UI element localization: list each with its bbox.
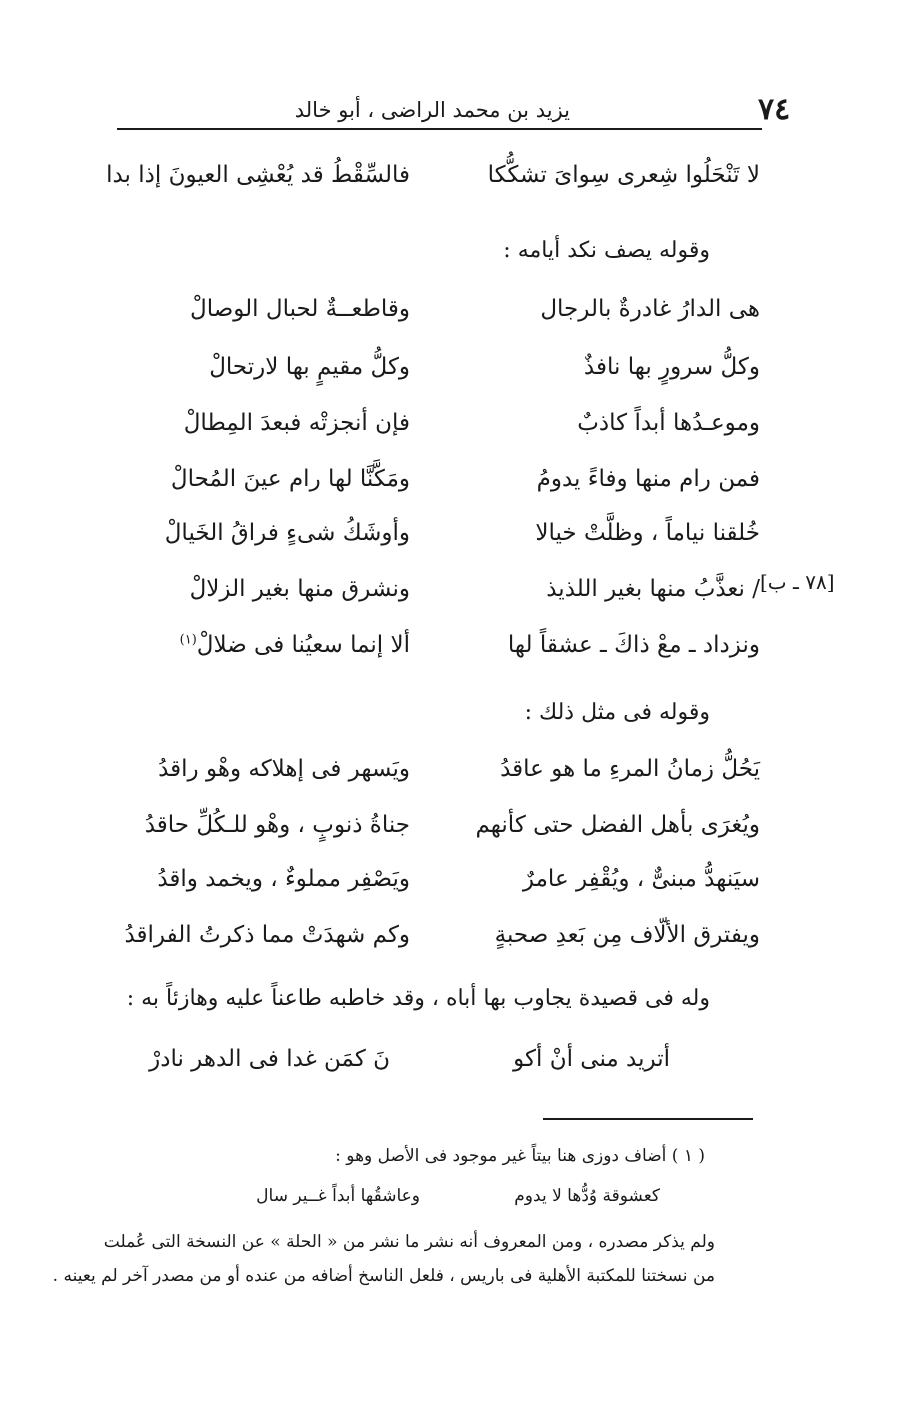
poem3-verse-left: نَ كمَن غدا فی الدهر نادرْ <box>149 1046 390 1072</box>
page-number: ٧٤ <box>758 92 791 127</box>
footnote-rule <box>543 1118 753 1120</box>
poem1-verse3-right: وموعـدُها أبداً كاذبٌ <box>577 410 760 436</box>
poem1-verse5-left: وأوشَكُ شیءٍ فراقُ الخَيالْ <box>164 520 410 546</box>
header-rule <box>117 128 762 130</box>
poem1-verse5-right: خُلقنا نياماً ، وظلَّتْ خيالا <box>535 520 760 546</box>
footnote-line-3: من نسختنا للمكتبة الأهلية فی باريس ، فلعل الناسخ أضافه من عنده أو من مصدر آخر لم يعينه . <box>52 1266 715 1286</box>
footnote-line-2: ولم يذكر مصدره ، ومن المعروف أنه نشر ما نشر من « الحلة » عن النسخة التی عُملت <box>103 1232 715 1252</box>
footnote-marker: (١) <box>179 632 197 648</box>
poem2-verse3-right: سيَنهدُّ مبنیٌّ ، ويُقْفِر عامرٌ <box>522 866 760 892</box>
poem1-verse1-right: هی الدارُ غادرةٌ بالرجال <box>540 296 760 322</box>
footnote-verse-right: كعشوقة وُدُّها لا يدوم <box>514 1186 660 1206</box>
poem2-verse1-right: يَحُلُّ زمانُ المرءِ ما هو عاقدُ <box>500 756 760 782</box>
poem1-verse7-left-text: ألا إنما سعيُنا فی ضلالْ <box>196 632 410 658</box>
poem1-verse1-left: وقاطعــةٌ لحبال الوصالْ <box>190 296 410 322</box>
poem1-verse3-left: فإن أنجزتْه فبعدَ المِطالْ <box>183 410 410 436</box>
opening-verse-right: لا تَنْحَلُوا شِعرى سِوایَ تشكُّكا <box>487 162 760 188</box>
footnote-verse-left: وعاشقُها أبداً غــير سال <box>256 1186 420 1206</box>
poem1-verse6-right: / نعذَّبُ منها بغير اللذيذ <box>546 576 760 602</box>
footnote-line-1: ( ١ ) أضاف دوزی هنا بيتاً غير موجود فی الأصل وهو : <box>335 1146 705 1166</box>
poem3-intro: وله فی قصيدة يجاوب بها أباه ، وقد خاطبه طاعناً عليه وهازئاً به : <box>126 986 710 1011</box>
poem1-verse4-left: ومَكَّنَّا لها رام عينَ المُحالْ <box>170 466 410 492</box>
running-head: يزيد بن محمد الراضى ، أبو خالد <box>294 98 570 122</box>
opening-verse-left: فالسِّقْطُ قد يُعْشِی العیونَ إذا بدا <box>106 162 410 188</box>
poem1-verse7-right: ونزداد ـ معْ ذاكَ ـ عشقاً لها <box>507 632 760 658</box>
poem3-verse-right: أتريد منی أنْ أكو <box>513 1046 670 1072</box>
margin-folio-reference: [٧٨ ـ ب] <box>760 570 835 594</box>
poem1-intro: وقوله يصف نكد أيامه : <box>503 238 710 263</box>
poem2-verse4-right: ويفترق الألّاف مِن بَعدِ صحبةٍ <box>494 922 760 948</box>
poem2-verse2-left: جناةُ ذنوبٍ ، وهْو للـكُلِّ حاقدُ <box>144 812 410 838</box>
poem1-verse2-right: وكلُّ سرورٍ بها نافذٌ <box>583 354 760 380</box>
poem2-verse3-left: ويَصْفِر مملوءٌ ، ويخمد واقدُ <box>157 866 410 892</box>
poem2-verse2-right: ويُغرَى بأهل الفضل حتى كأنهم <box>475 812 760 838</box>
poem2-verse1-left: ويَسهر فی إهلاكه وهْو راقدُ <box>158 756 410 782</box>
poem2-verse4-left: وكم شهدَتْ مما ذكرتُ الفراقدُ <box>124 922 410 948</box>
poem1-verse6-left: ونشرق منها بغير الزلالْ <box>189 576 410 602</box>
poem1-verse7-left <box>140 632 410 658</box>
poem1-verse2-left: وكلُّ مقيمٍ بها لارتحالْ <box>209 354 410 380</box>
poem2-intro: وقوله فی مثل ذلك : <box>524 700 710 725</box>
poem1-verse4-right: فمن رام منها وفاءً يدومُ <box>536 466 760 492</box>
